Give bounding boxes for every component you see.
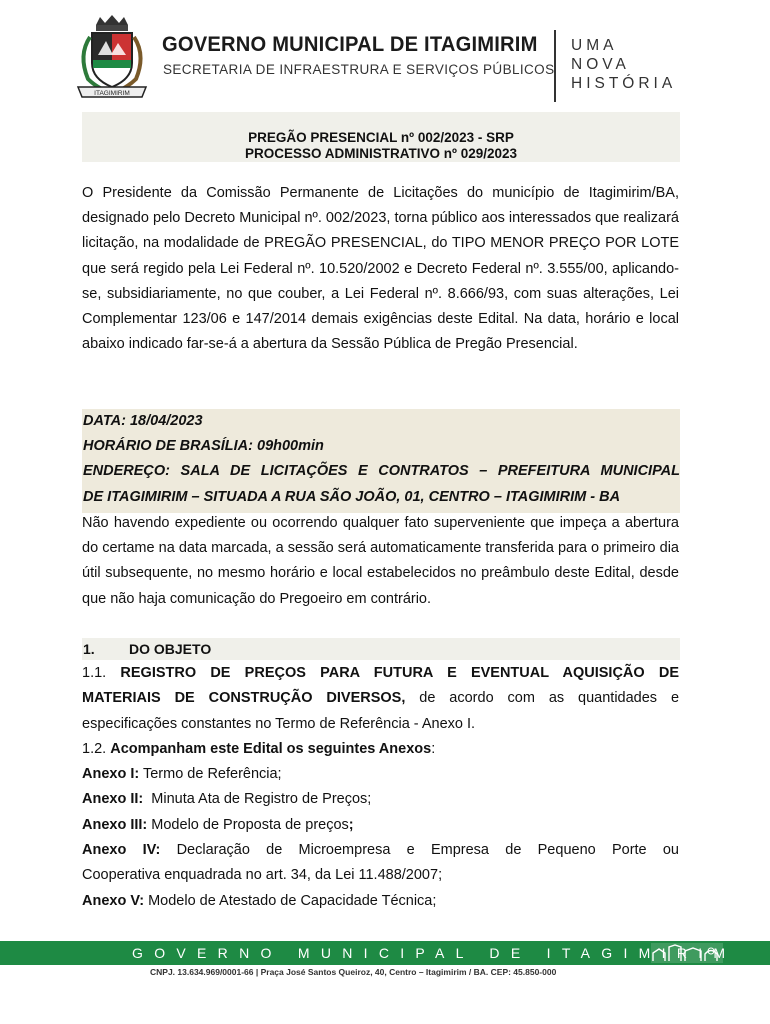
document-title-line-1: PREGÃO PRESENCIAL nº 002/2023 - SRP	[248, 130, 514, 145]
item-1-2-tail: :	[431, 740, 436, 757]
annex-label: Anexo IV:	[82, 842, 161, 859]
session-date: DATA: 18/04/2023	[83, 413, 203, 429]
session-address-line-1: ENDEREÇO: SALA DE LICITAÇÕES E CONTRATOS – PREFEITURA MUNICIPAL	[83, 463, 680, 480]
annex-item	[82, 838, 679, 863]
session-details	[82, 409, 680, 513]
government-title: GOVERNO MUNICIPAL DE ITAGIMIRIM	[162, 33, 538, 56]
annex-item-continued: Cooperativa enquadrada no art. 34, da Lei 11.488/2007;	[82, 867, 443, 884]
footer-address: CNPJ. 13.634.969/0001-66 | Praça José Santos Queiroz, 40, Centro – Itagimirim / BA. CEP: 45.850-000	[150, 967, 557, 977]
item-1-1-bold-a: REGISTRO DE PREÇOS PARA FUTURA E EVENTUAL AQUISIÇÃO DE	[120, 665, 680, 681]
section-number: 1.	[83, 641, 95, 657]
item-1-2-number: 1.2.	[82, 740, 107, 757]
item-1-1-line-2	[82, 686, 679, 711]
annex-tail: ;	[348, 816, 354, 833]
header-divider	[554, 30, 556, 102]
footer-band	[0, 941, 770, 965]
slogan-line-2: NOVA	[571, 56, 630, 73]
item-1-1-number: 1.1.	[82, 665, 107, 681]
transfer-notice-paragraph: Não havendo expediente ou ocorrendo qualquer fato superveniente que impeça a abertura do certame na data marcada, a sessão será automaticamente transferida para o primeiro dia útil subsequente, no mesmo horário e local estabelecidos no preâmbulo deste Edital, desde que não haja comunicação do Pregoeiro em contrário.	[82, 515, 679, 607]
item-1-1-bold-b: MATERIAIS DE CONSTRUÇÃO DIVERSOS,	[82, 690, 406, 707]
annex-text: Modelo de Proposta de preços	[147, 816, 349, 833]
session-address-line-2: DE ITAGIMIRIM – SITUADA A RUA SÃO JOÃO, 01, CENTRO – ITAGIMIRIM - BA	[83, 488, 621, 505]
annex-item	[82, 762, 679, 787]
annex-label: Anexo I:	[82, 766, 140, 783]
annex-item	[82, 787, 679, 812]
document-title-line-2: PROCESSO ADMINISTRATIVO nº 029/2023	[245, 146, 517, 161]
slogan-line-1: UMA	[571, 37, 618, 54]
item-1-2-line	[82, 737, 679, 762]
session-time: HORÁRIO DE BRASÍLIA: 09h00min	[83, 438, 324, 455]
intro-paragraph: O Presidente da Comissão Permanente de Licitações do município de Itagimirim/BA, designado pelo Decreto Municipal nº. 002/2023, torna público aos interessados que realizará licitação, na modalidade de PREGÃO PRESENCIAL, do TIPO MENOR PREÇO POR LOTE que será regido pela Lei Federal nº. 10.520/2002 e Decreto Federal nº. 3.555/00, aplicando-se, subsidiariamente, no que couber, a Lei Federal nº. 8.666/93, com suas alterações, Lei Complementar 123/06 e 147/2014 demais exigências deste Edital. Na data, horário e local abaixo indicado far-se-á a abertura da Sessão Pública de Pregão Presencial.	[82, 185, 679, 353]
annex-text: Declaração de Microempresa e Empresa de Pequeno Porte ou	[160, 842, 679, 859]
section-heading	[82, 638, 680, 660]
annex-text: Termo de Referência;	[139, 766, 282, 783]
annex-label: Anexo V:	[82, 892, 145, 909]
crest-ribbon-text: ITAGIMIRIM	[94, 90, 130, 97]
section-title: DO OBJETO	[129, 641, 212, 657]
annex-text: Modelo de Atestado de Capacidade Técnica;	[144, 892, 437, 909]
annex-text: Minuta Ata de Registro de Preços;	[143, 791, 372, 808]
slogan-line-3: HISTÓRIA	[571, 75, 677, 92]
annex-label: Anexo II:	[82, 791, 144, 808]
department-subtitle: SECRETARIA DE INFRAESTRURA E SERVIÇOS PÚBLICOS	[163, 62, 555, 77]
annex-item	[82, 813, 679, 838]
annex-label: Anexo III:	[82, 816, 148, 833]
item-1-1-line-1	[82, 661, 679, 686]
annex-item	[82, 889, 679, 914]
municipal-crest-icon	[72, 15, 152, 103]
footer-band-text: GOVERNO MUNICIPAL DE ITAGIMIRIM	[132, 945, 737, 961]
document-title-band	[82, 112, 680, 162]
slogan	[571, 36, 676, 93]
section-body	[82, 661, 679, 914]
item-1-1-rest-a: de acordo com as quantidades e	[405, 690, 680, 707]
item-1-2-bold: Acompanham este Edital os seguintes Anexos	[110, 740, 432, 757]
item-1-1-line-3: especificações constantes no Termo de Referência - Anexo I.	[82, 715, 476, 732]
letterhead	[0, 0, 770, 110]
city-skyline-ornament-icon	[651, 943, 723, 963]
